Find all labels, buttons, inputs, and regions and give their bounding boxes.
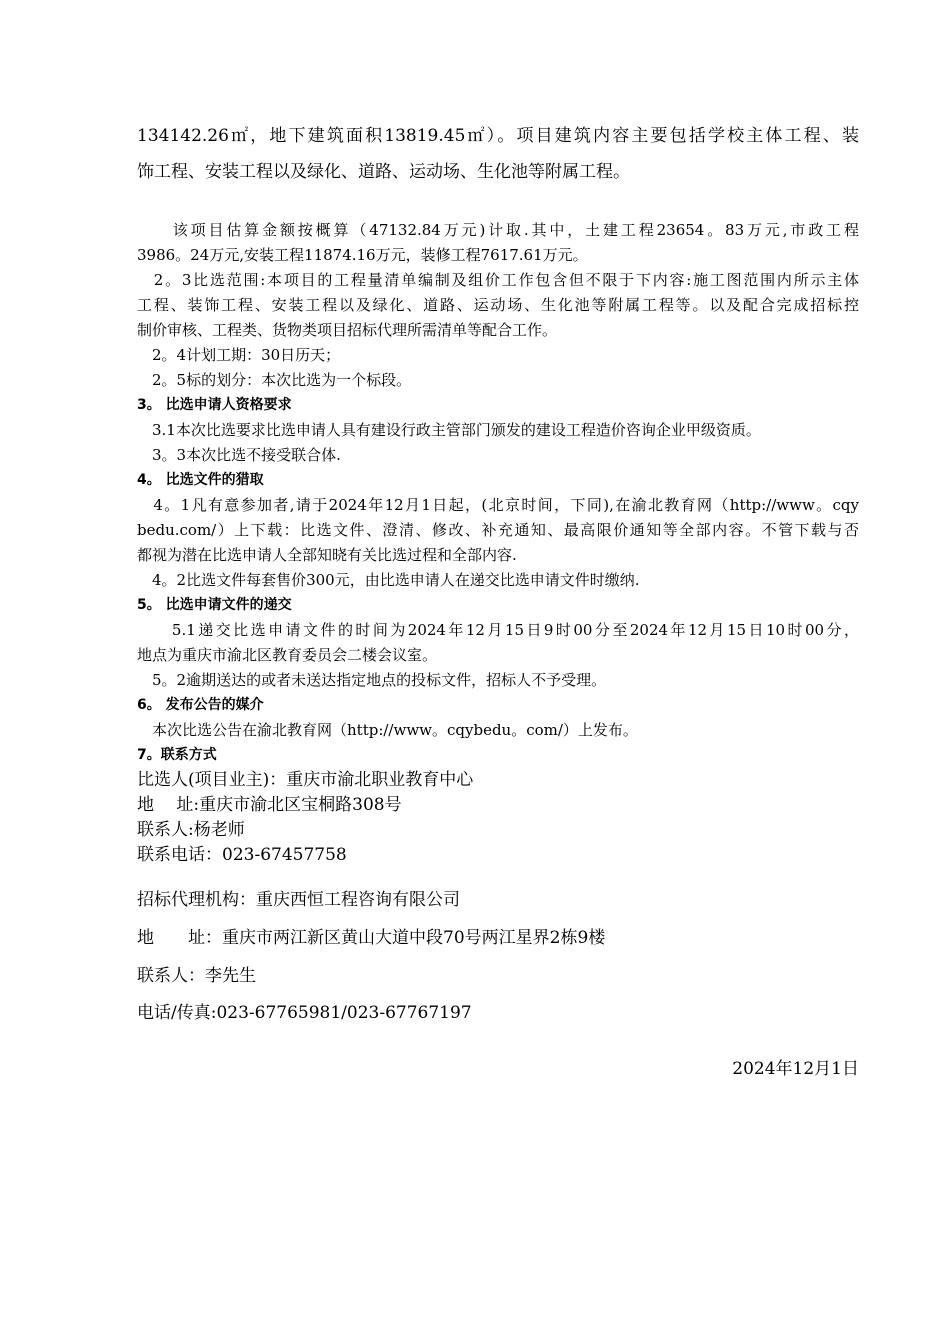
intro-line-2: 饰工程、安装工程以及绿化、道路、运动场、生化池等附属工程。 bbox=[137, 162, 630, 182]
intro-line-1: 134142.26㎡，地下建筑面积13819.45㎡）。项目建筑内容主要包括学校主体工程、装 bbox=[137, 126, 859, 146]
section-5-1-line-1: 5.1递交比选申请文件的时间为2024年12月15日9时00分至2024年12月15日10时00分， bbox=[137, 621, 859, 639]
section-5-2: 5。2逾期送达的或者未送达指定地点的投标文件，招标人不予受理。 bbox=[137, 671, 607, 689]
section-6: 本次比选公告在渝北教育网（http://www。cqybedu。com/）上发布。 bbox=[137, 721, 638, 739]
section-4-1-line-2: bedu.com/）上下载：比选文件、澄清、修改、补充通知、最高限价通知等全部内容。不管下载与否 bbox=[137, 521, 859, 539]
owner-line: 比选人(项目业主)：重庆市渝北职业教育中心 bbox=[137, 770, 474, 790]
owner-contact-person: 联系人:杨老师 bbox=[137, 820, 245, 840]
heading-4: 4。 比选文件的猎取 bbox=[137, 472, 264, 488]
section-3-3: 3。3本次比选不接受联合体. bbox=[137, 446, 341, 464]
agency-address: 地 址：重庆市两江新区黄山大道中段70号两江星界2栋9楼 bbox=[137, 928, 606, 948]
section-2-4: 2。4计划工期：30日历天； bbox=[137, 346, 341, 364]
section-4-1-line-3: 都视为潜在比选申请人全部知晓有关比选过程和全部内容. bbox=[137, 546, 517, 564]
estimate-line-1: 该项目估算金额按概算（47132.84万元)计取.其中，土建工程23654。83万元,市政工程 bbox=[137, 221, 859, 239]
section-2-3-line-1: 2。3比选范围:本项目的工程量清单编制及组价工作包含但不限于下内容:施工图范围内所示主体 bbox=[137, 271, 859, 289]
agency-contact-person: 联系人：李先生 bbox=[137, 966, 256, 986]
section-4-1-line-1: 4。1凡有意参加者,请于2024年12月1日起，(北京时间，下同),在渝北教育网（http://www。cqy bbox=[137, 496, 859, 514]
heading-7: 7。联系方式 bbox=[137, 747, 217, 763]
section-3-1: 3.1本次比选要求比选申请人具有建设行政主管部门颁发的建设工程造价咨询企业甲级资质。 bbox=[137, 421, 761, 439]
estimate-line-2: 3986。24万元,安装工程11874.16万元，装修工程7617.61万元。 bbox=[137, 246, 588, 264]
section-4-2: 4。2比选文件每套售价300元，由比选申请人在递交比选申请文件时缴纳. bbox=[137, 571, 640, 589]
heading-3: 3。 比选申请人资格要求 bbox=[137, 397, 292, 413]
agency-phone-fax: 电话/传真:023-67765981/023-67767197 bbox=[137, 1003, 472, 1023]
agency-line: 招标代理机构：重庆西恒工程咨询有限公司 bbox=[137, 890, 460, 910]
notice-date: 2024年12月1日 bbox=[732, 1059, 859, 1079]
heading-6: 6。 发布公告的媒介 bbox=[137, 697, 264, 713]
section-5-1-line-2: 地点为重庆市渝北区教育委员会二楼会议室。 bbox=[137, 646, 438, 664]
owner-phone: 联系电话：023-67457758 bbox=[137, 845, 347, 865]
section-2-3-line-2: 工程、装饰工程、安装工程以及绿化、道路、运动场、生化池等附属工程等。以及配合完成招标控 bbox=[137, 296, 859, 314]
owner-address: 地 址:重庆市渝北区宝桐路308号 bbox=[137, 795, 402, 815]
heading-5: 5。 比选申请文件的递交 bbox=[137, 597, 292, 613]
section-2-5: 2。5标的划分：本次比选为一个标段。 bbox=[137, 371, 412, 389]
section-2-3-line-3: 制价审核、工程类、货物类项目招标代理所需清单等配合工作。 bbox=[137, 321, 558, 339]
